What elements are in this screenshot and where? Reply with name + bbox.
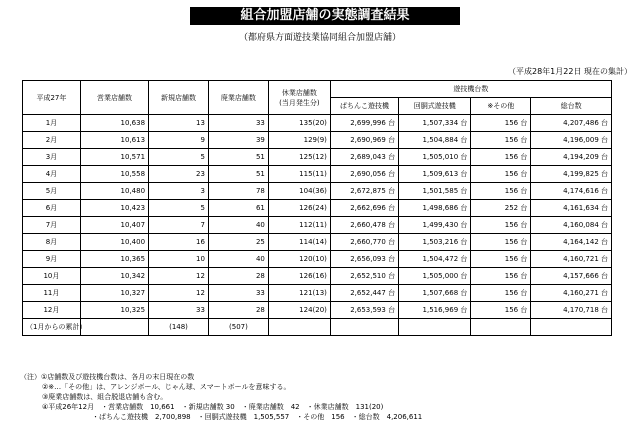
cumulative-operating	[80, 319, 148, 336]
cell-closed: 51	[208, 166, 268, 183]
cell-new: 16	[149, 234, 209, 251]
cell-suspended: 129(9)	[268, 132, 330, 149]
cumulative-suspended	[268, 319, 330, 336]
cell-new: 12	[149, 268, 209, 285]
cell-operating: 10,613	[80, 132, 148, 149]
header-total: 総台数	[531, 98, 612, 115]
table-row	[23, 115, 612, 132]
cumulative-new: (148)	[149, 319, 209, 336]
cell-closed: 25	[208, 234, 268, 251]
cell-month: 9月	[23, 251, 81, 268]
table-body	[23, 115, 612, 336]
cell-slot: 1,516,969 台	[399, 302, 471, 319]
table-row	[23, 251, 612, 268]
cell-closed: 61	[208, 200, 268, 217]
cell-other: 156 台	[471, 302, 531, 319]
cell-closed: 39	[208, 132, 268, 149]
cell-operating: 10,407	[80, 217, 148, 234]
cell-suspended: 121(13)	[268, 285, 330, 302]
cell-month: 5月	[23, 183, 81, 200]
cell-new: 5	[149, 200, 209, 217]
cell-operating: 10,400	[80, 234, 148, 251]
cell-operating: 10,480	[80, 183, 148, 200]
cell-other: 156 台	[471, 183, 531, 200]
cumulative-total	[531, 319, 612, 336]
cell-suspended: 114(14)	[268, 234, 330, 251]
cell-pachinko: 2,660,478 台	[330, 217, 398, 234]
cumulative-pachinko	[330, 319, 398, 336]
cell-total: 4,164,142 台	[531, 234, 612, 251]
cell-month: 7月	[23, 217, 81, 234]
cell-operating: 10,571	[80, 149, 148, 166]
cell-closed: 78	[208, 183, 268, 200]
cell-other: 156 台	[471, 251, 531, 268]
header-suspended	[268, 81, 330, 115]
table-row	[23, 302, 612, 319]
note-4: ④平成26年12月 ・営業店舗数 10,661 ・新規店舗数 30 ・廃業店舗数 42 ・休業店舗数 131(20)	[42, 403, 384, 411]
cell-pachinko: 2,672,875 台	[330, 183, 398, 200]
cell-month: 3月	[23, 149, 81, 166]
cell-pachinko: 2,699,996 台	[330, 115, 398, 132]
cell-suspended: 126(16)	[268, 268, 330, 285]
table-row	[23, 166, 612, 183]
cell-pachinko: 2,656,093 台	[330, 251, 398, 268]
cell-slot: 1,505,000 台	[399, 268, 471, 285]
cell-new: 7	[149, 217, 209, 234]
cell-month: 1月	[23, 115, 81, 132]
cell-closed: 40	[208, 217, 268, 234]
table-row	[23, 183, 612, 200]
cell-total: 4,199,825 台	[531, 166, 612, 183]
cell-new: 3	[149, 183, 209, 200]
cell-pachinko: 2,662,696 台	[330, 200, 398, 217]
cell-pachinko: 2,689,043 台	[330, 149, 398, 166]
cell-other: 156 台	[471, 268, 531, 285]
cell-suspended: 126(24)	[268, 200, 330, 217]
cell-other: 156 台	[471, 132, 531, 149]
cell-slot: 1,507,334 台	[399, 115, 471, 132]
cell-pachinko: 2,652,510 台	[330, 268, 398, 285]
cell-pachinko: 2,690,969 台	[330, 132, 398, 149]
cell-other: 156 台	[471, 166, 531, 183]
cell-total: 4,157,666 台	[531, 268, 612, 285]
table-row	[23, 234, 612, 251]
header-operating: 営業店舗数	[80, 81, 148, 115]
table-row	[23, 149, 612, 166]
table-row	[23, 217, 612, 234]
header-machines: 遊技機台数	[330, 81, 611, 98]
cell-total: 4,161,634 台	[531, 200, 612, 217]
cell-closed: 28	[208, 268, 268, 285]
cell-other: 156 台	[471, 149, 531, 166]
cell-new: 23	[149, 166, 209, 183]
subtitle: （都府県方面遊技業協同組合加盟店舗）	[238, 33, 401, 43]
note-2: ②※…「その他」は、アレンジボール、じゃん球、スマートボールを意味する。	[42, 383, 291, 391]
cell-slot: 1,498,686 台	[399, 200, 471, 217]
cell-operating: 10,365	[80, 251, 148, 268]
cell-total: 4,196,009 台	[531, 132, 612, 149]
header-pachinko: ぱちんこ遊技機	[330, 98, 398, 115]
cell-closed: 28	[208, 302, 268, 319]
cell-slot: 1,507,668 台	[399, 285, 471, 302]
header-new: 新規店舗数	[149, 81, 209, 115]
cell-month: 2月	[23, 132, 81, 149]
cell-month: 10月	[23, 268, 81, 285]
page-title: 組合加盟店舗の実態調査結果	[190, 7, 460, 25]
header-suspended-label: 休業店舗数	[281, 88, 317, 97]
cell-total: 4,160,271 台	[531, 285, 612, 302]
cell-suspended: 120(10)	[268, 251, 330, 268]
cumulative-row	[23, 319, 612, 336]
cell-pachinko: 2,660,770 台	[330, 234, 398, 251]
cell-operating: 10,558	[80, 166, 148, 183]
notes	[20, 372, 620, 422]
as-of-date: （平成28年1月22日 現在の集計）	[508, 67, 632, 76]
cell-slot: 1,509,613 台	[399, 166, 471, 183]
cell-pachinko: 2,653,593 台	[330, 302, 398, 319]
cell-other: 252 台	[471, 200, 531, 217]
header-suspended-sub: (当月発生分)	[279, 98, 320, 107]
cell-total: 4,170,718 台	[531, 302, 612, 319]
cell-new: 13	[149, 115, 209, 132]
cell-new: 9	[149, 132, 209, 149]
cell-slot: 1,503,216 台	[399, 234, 471, 251]
note-3: ③廃業店舗数は、組合脱退店舗も含む。	[42, 393, 168, 401]
cell-closed: 33	[208, 285, 268, 302]
cell-other: 156 台	[471, 285, 531, 302]
header-year: 平成27年	[23, 81, 81, 115]
cell-suspended: 115(11)	[268, 166, 330, 183]
cell-operating: 10,638	[80, 115, 148, 132]
cell-suspended: 125(12)	[268, 149, 330, 166]
table-row	[23, 132, 612, 149]
cell-total: 4,207,486 台	[531, 115, 612, 132]
header-closed: 廃業店舗数	[208, 81, 268, 115]
cell-month: 12月	[23, 302, 81, 319]
table-row	[23, 285, 612, 302]
cell-slot: 1,501,585 台	[399, 183, 471, 200]
header-slot: 回胴式遊技機	[399, 98, 471, 115]
cell-total: 4,160,721 台	[531, 251, 612, 268]
cumulative-month: （1月からの累計）	[23, 319, 81, 336]
cell-pachinko: 2,652,447 台	[330, 285, 398, 302]
note-5: ・ぱちんこ遊技機 2,700,898 ・回胴式遊技機 1,505,557 ・その他 156 ・総台数 4,206,611	[92, 413, 423, 421]
cell-operating: 10,327	[80, 285, 148, 302]
cell-month: 11月	[23, 285, 81, 302]
cumulative-closed: (507)	[208, 319, 268, 336]
cell-closed: 33	[208, 115, 268, 132]
note-1: （注）①店舗数及び遊技機台数は、各月の末日現在の数	[20, 373, 195, 381]
cell-month: 8月	[23, 234, 81, 251]
cell-month: 4月	[23, 166, 81, 183]
cell-suspended: 104(36)	[268, 183, 330, 200]
cell-month: 6月	[23, 200, 81, 217]
cell-suspended: 135(20)	[268, 115, 330, 132]
cell-new: 33	[149, 302, 209, 319]
cell-new: 10	[149, 251, 209, 268]
header-other: ※その他	[471, 98, 531, 115]
cell-total: 4,174,616 台	[531, 183, 612, 200]
table-row	[23, 268, 612, 285]
cell-suspended: 112(11)	[268, 217, 330, 234]
cell-operating: 10,325	[80, 302, 148, 319]
cell-pachinko: 2,690,056 台	[330, 166, 398, 183]
cumulative-other	[471, 319, 531, 336]
cell-slot: 1,504,472 台	[399, 251, 471, 268]
table-row	[23, 200, 612, 217]
cell-slot: 1,504,884 台	[399, 132, 471, 149]
cell-operating: 10,342	[80, 268, 148, 285]
cell-total: 4,194,209 台	[531, 149, 612, 166]
cell-other: 156 台	[471, 115, 531, 132]
cell-slot: 1,499,430 台	[399, 217, 471, 234]
cell-closed: 40	[208, 251, 268, 268]
cell-slot: 1,505,010 台	[399, 149, 471, 166]
cell-suspended: 124(20)	[268, 302, 330, 319]
cell-other: 156 台	[471, 234, 531, 251]
cell-other: 156 台	[471, 217, 531, 234]
cumulative-slot	[399, 319, 471, 336]
cell-new: 12	[149, 285, 209, 302]
cell-total: 4,160,084 台	[531, 217, 612, 234]
cell-closed: 51	[208, 149, 268, 166]
cell-new: 5	[149, 149, 209, 166]
survey-table	[22, 80, 612, 336]
cell-operating: 10,423	[80, 200, 148, 217]
